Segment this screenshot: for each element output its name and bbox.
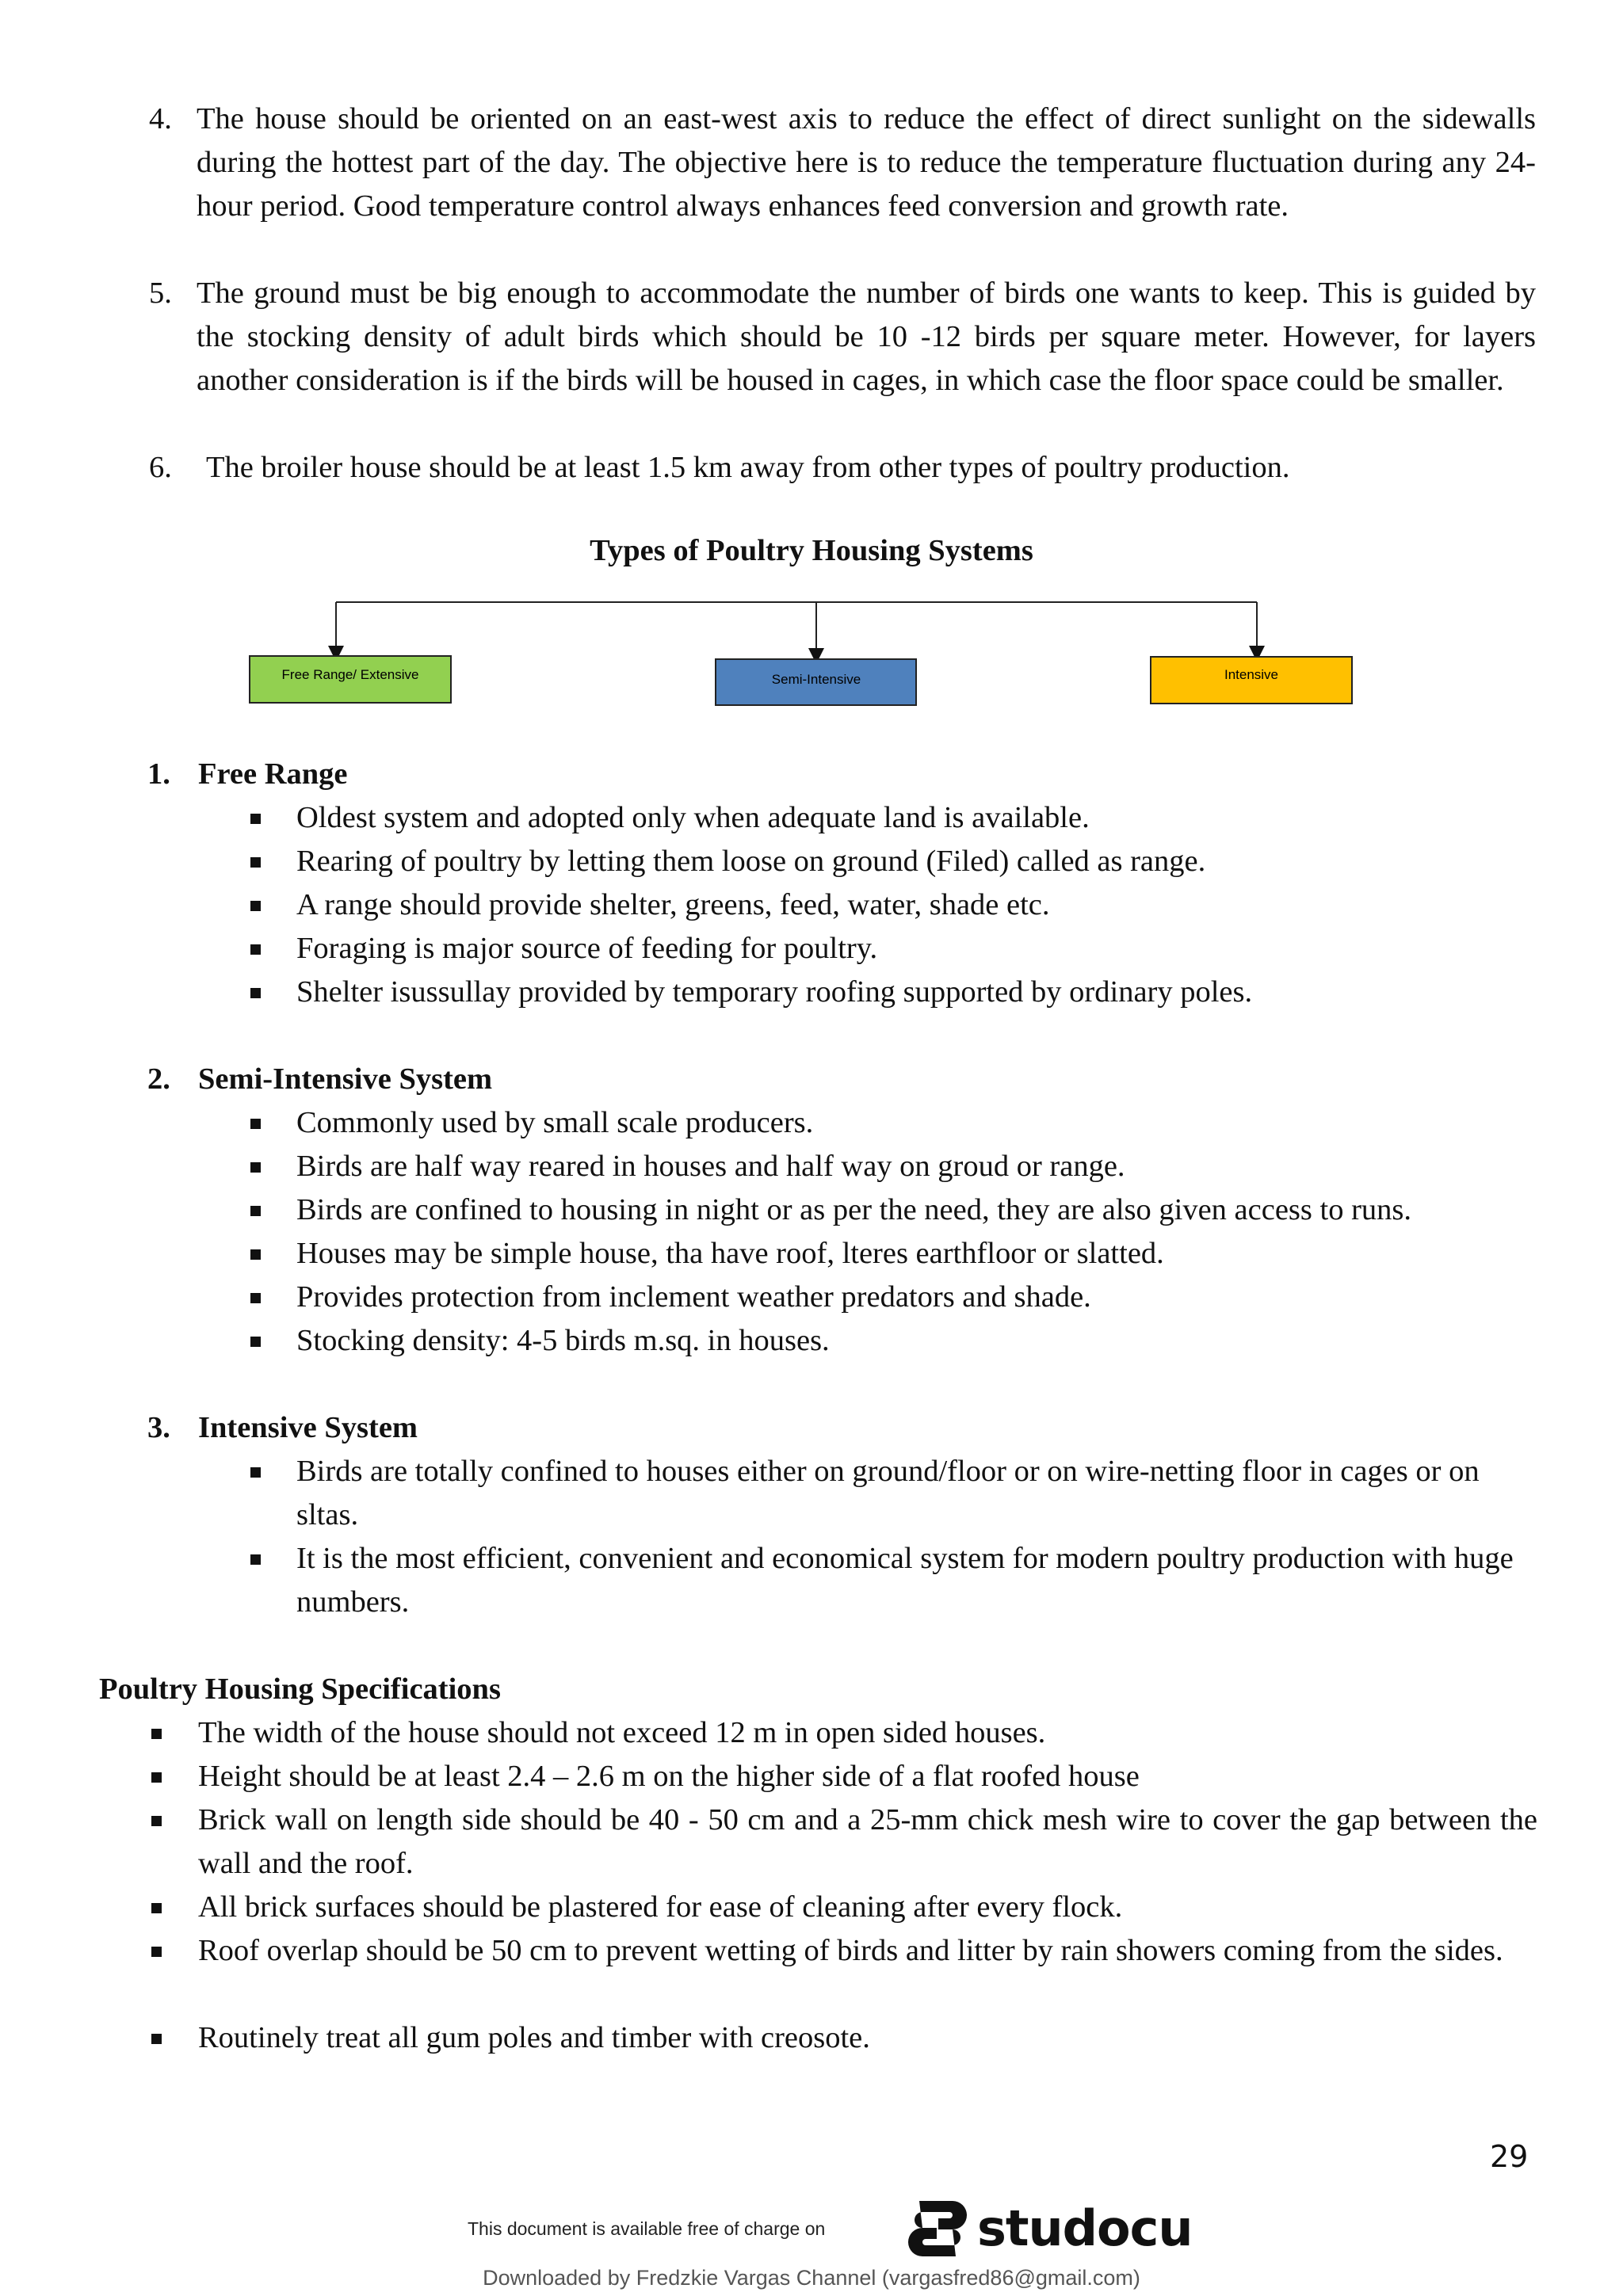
spec-item: Roof overlap should be 50 cm to prevent wetting of birds and litter by rain showers coming from the sides.	[198, 1929, 1537, 1973]
bullet-square-icon	[250, 814, 261, 824]
section-title: Intensive System	[198, 1411, 418, 1444]
box-semi-intensive-label: Semi-Intensive	[771, 672, 861, 687]
section-heading-free-range	[147, 753, 348, 796]
page-number: 29	[1490, 2139, 1529, 2174]
bullet-square-icon	[250, 1206, 261, 1216]
bullet-square-icon	[151, 1729, 162, 1739]
diagram-title: Types of Poultry Housing Systems	[590, 534, 1033, 567]
section-heading-semi-intensive	[147, 1058, 492, 1101]
intro-item-text: The broiler house should be at least 1.5 km away from other types of poultry production.	[206, 451, 1290, 484]
spec-item: All brick surfaces should be plastered for ease of cleaning after every flock.	[198, 1886, 1537, 1929]
list-item: Birds are half way reared in houses and half way on groud or range.	[296, 1145, 1537, 1188]
bullet-square-icon	[250, 1337, 261, 1347]
box-semi-intensive	[716, 659, 916, 705]
spec-item: Height should be at least 2.4 – 2.6 m on the higher side of a flat roofed house	[198, 1755, 1537, 1798]
studocu-logo[interactable]	[903, 2195, 1193, 2266]
spec-item: The width of the house should not exceed 12 m in open sided houses.	[198, 1711, 1537, 1755]
footer-available-text: This document is available free of charge on	[468, 2218, 826, 2239]
bullet-square-icon	[250, 1467, 261, 1478]
spec-item: Routinely treat all gum poles and timber with creosote.	[198, 2016, 1537, 2060]
list-item: Oldest system and adopted only when adequate land is available.	[296, 796, 1537, 840]
intro-item-text: The ground must be big enough to accommodate the number of birds one wants to keep. This is guided by the stocking density of adult birds which should be 10 -12 birds per square meter. However, for layers another consideration is if the birds will be housed in cages, in which case the floor space could be smaller.	[197, 277, 1536, 397]
bullet-square-icon	[250, 944, 261, 955]
box-free-range	[250, 656, 451, 703]
bullet-square-icon	[151, 1947, 162, 1957]
section-title: Free Range	[198, 757, 348, 791]
intro-item-text: The house should be oriented on an east-west axis to reduce the effect of direct sunlight on the sidewalls during the hottest part of the day. The objective here is to reduce the temperature fluctuation during any 24-hour period. Good temperature control always enhances feed conversion and growth rate.	[197, 102, 1536, 223]
list-item: Stocking density: 4-5 birds m.sq. in houses.	[296, 1319, 1537, 1363]
footer-downloaded-text: Downloaded by Fredzkie Vargas Channel (vargasfred86@gmail.com)	[483, 2266, 1140, 2290]
intro-item-number: 4.	[149, 102, 172, 135]
box-intensive	[1151, 657, 1352, 704]
bullet-square-icon	[250, 1249, 261, 1260]
bullet-square-icon	[151, 2034, 162, 2044]
list-item: Birds are confined to housing in night or as per the need, they are also given access to runs.	[296, 1188, 1537, 1232]
list-item: Foraging is major source of feeding for poultry.	[296, 927, 1537, 971]
specifications-heading: Poultry Housing Specifications	[99, 1672, 501, 1706]
list-item: Rearing of poultry by letting them loose on ground (Filed) called as range.	[296, 840, 1537, 883]
bullet-square-icon	[151, 1903, 162, 1913]
section-heading-intensive	[147, 1406, 418, 1450]
housing-systems-diagram	[0, 0, 1623, 729]
section-number: 2.	[147, 1062, 170, 1096]
spec-item: Brick wall on length side should be 40 - 50 cm and a 25-mm chick mesh wire to cover the gap between the wall and the roof.	[198, 1798, 1537, 1886]
connector-lines	[336, 602, 1257, 656]
box-intensive-label: Intensive	[1224, 667, 1279, 682]
intro-item-number: 5.	[149, 277, 172, 310]
bullet-square-icon	[250, 857, 261, 868]
list-item: A range should provide shelter, greens, feed, water, shade etc.	[296, 883, 1537, 927]
bullet-square-icon	[151, 1816, 162, 1826]
box-free-range-label: Free Range/ Extensive	[281, 667, 419, 682]
section-title: Semi-Intensive System	[198, 1062, 493, 1096]
bullet-square-icon	[250, 988, 261, 998]
bullet-square-icon	[250, 1119, 261, 1129]
studocu-logo-icon	[903, 2195, 972, 2263]
bullet-square-icon	[250, 1162, 261, 1173]
list-item: Commonly used by small scale producers.	[296, 1101, 1537, 1145]
bullet-square-icon	[250, 901, 261, 911]
bullet-square-icon	[250, 1554, 261, 1565]
list-item: Houses may be simple house, tha have roof, lteres earthfloor or slatted.	[296, 1232, 1537, 1276]
studocu-logo-text: studocu	[977, 2199, 1193, 2257]
intro-item-number: 6.	[149, 451, 172, 484]
bullet-square-icon	[151, 1772, 162, 1783]
list-item: Provides protection from inclement weather predators and shade.	[296, 1276, 1537, 1319]
list-item: Birds are totally confined to houses either on ground/floor or on wire-netting floor in cages or on sltas.	[296, 1450, 1537, 1537]
list-item: Shelter isussullay provided by temporary roofing supported by ordinary poles.	[296, 971, 1537, 1014]
list-item: It is the most efficient, convenient and economical system for modern poultry production with huge numbers.	[296, 1537, 1537, 1624]
section-number: 3.	[147, 1411, 170, 1444]
bullet-square-icon	[250, 1293, 261, 1303]
section-number: 1.	[147, 757, 170, 791]
